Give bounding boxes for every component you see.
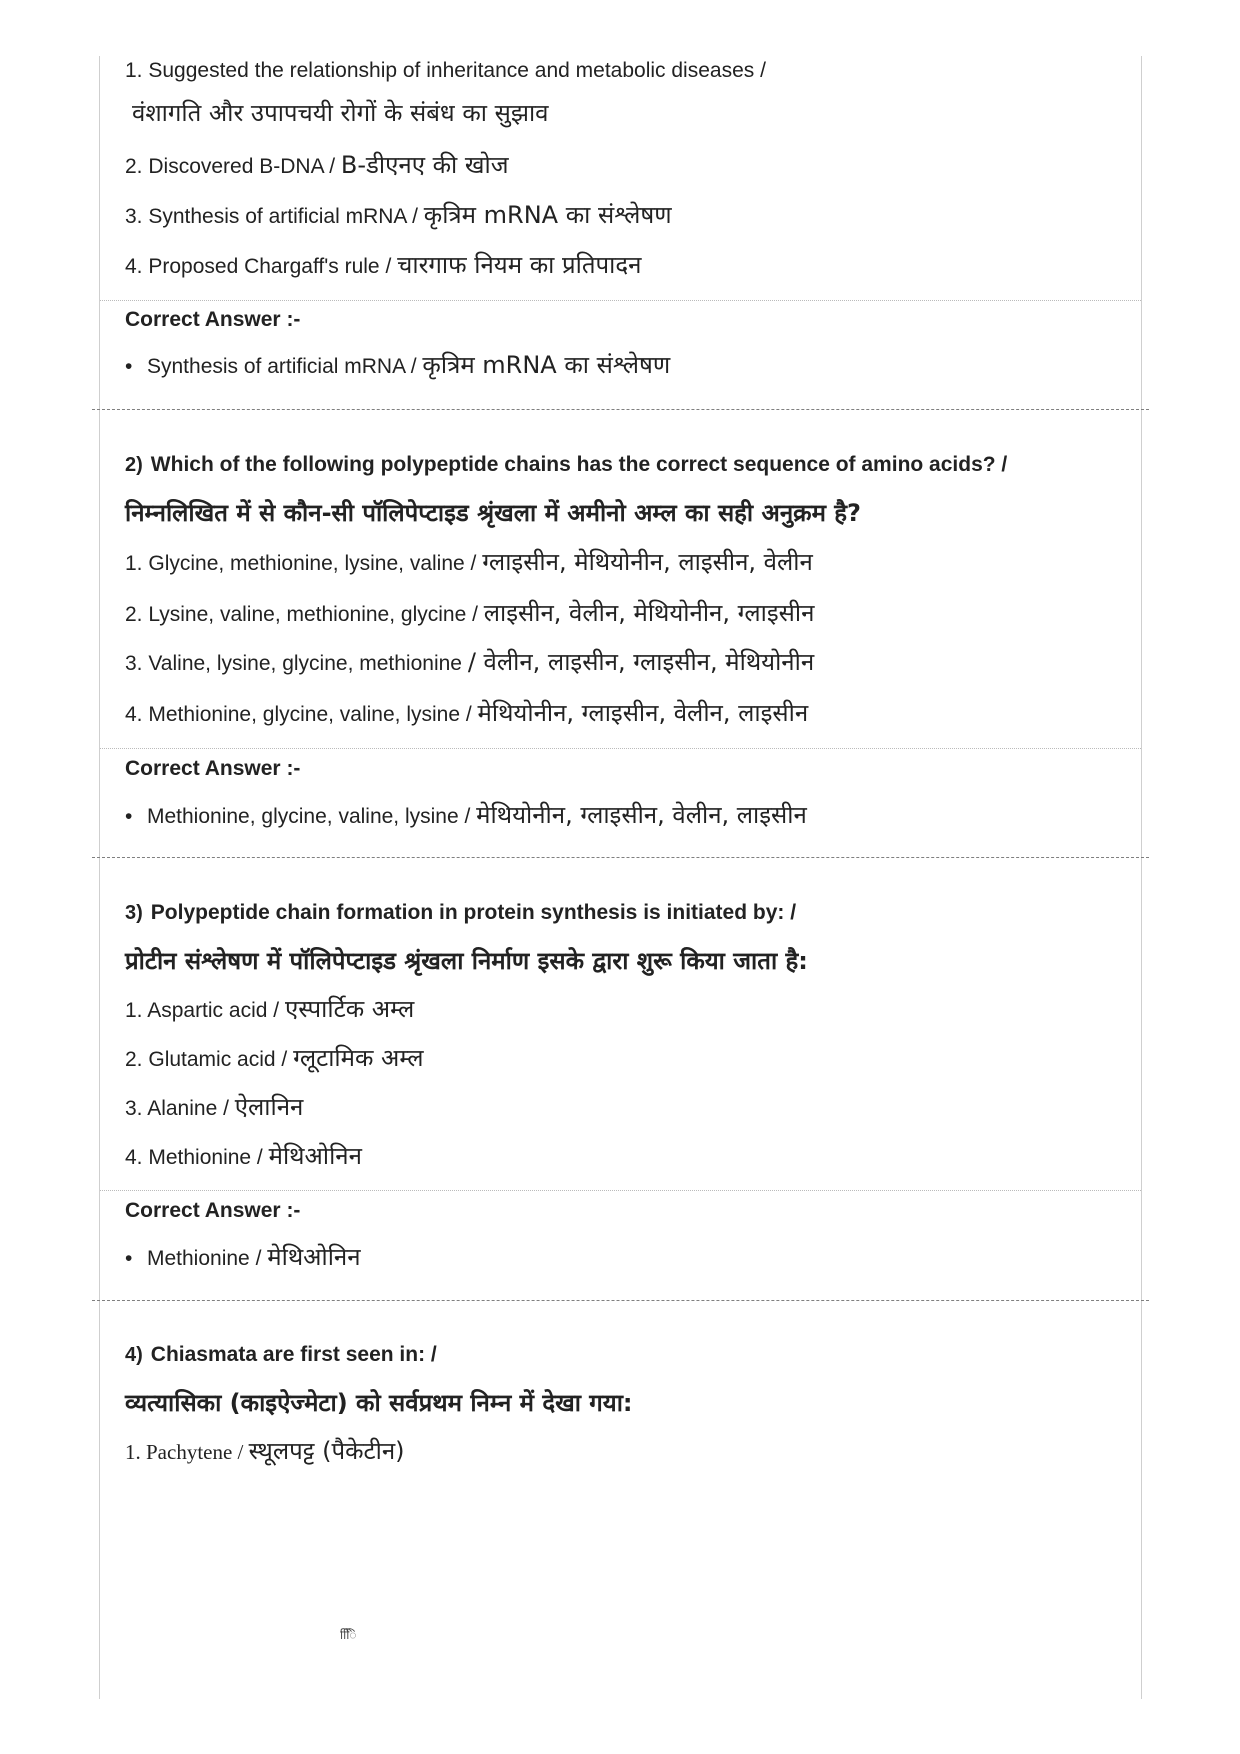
q3-option-3: 3. Alanine / ऐलानिन [125,1093,304,1121]
q2-correct-answer-label: Correct Answer :- [125,757,301,780]
q1-correct-answer-label: Correct Answer :- [125,308,301,331]
q2-option-3: 3. Valine, lysine, glycine, methionine / वेलीन, लाइसीन, ग्लाइसीन, मेथियोनीन [125,648,815,676]
q3-question-hindi: प्रोटीन संश्लेषण में पॉलिपेप्टाइड श्रृंखला निर्माण इसके द्वारा शुरू किया जाता है: [125,947,808,975]
q1-option-3: 3. Synthesis of artificial mRNA / कृत्रिम mRNA का संश्लेषण [125,201,672,229]
q2-option-4: 4. Methionine, glycine, valine, lysine / मेथियोनीन, ग्लाइसीन, वेलीन, लाइसीन [125,699,809,727]
q3-option-2: 2. Glutamic acid / ग्लूटामिक अम्ल [125,1044,424,1072]
q2-question-en: 2) Which of the following polypeptide chains has the correct sequence of amino acids? / [125,453,1008,476]
question-divider [92,409,1149,410]
q2-option-2: 2. Lysine, valine, methionine, glycine / लाइसीन, वेलीन, मेथियोनीन, ग्लाइसीन [125,599,815,627]
q1-option-1-hindi: वंशागति और उपापचयी रोगों के संबंध का सुझाव [132,99,549,127]
q4-option-1: 1. Pachytene / स्थूलपट्ट (पैकेटीन) [125,1437,405,1465]
question-divider [92,1300,1149,1301]
q2-question-hindi: निम्नलिखित में से कौन-सी पॉलिपेप्टाइड श्रृंखला में अमीनो अम्ल का सही अनुक्रम है? [125,499,861,527]
question-divider [92,857,1149,858]
q3-options-divider [100,1190,1141,1191]
q1-option-4: 4. Proposed Chargaff's rule / चारगाफ नियम का प्रतिपादन [125,251,642,279]
q1-option-2: 2. Discovered B-DNA / B-डीएनए की खोज [125,151,509,179]
q1-correct-answer: • Synthesis of artificial mRNA / कृत्रिम mRNA का संश्लेषण [125,351,671,379]
q1-option-1: 1. Suggested the relationship of inheritance and metabolic diseases / [125,59,766,82]
q3-option-1: 1. Aspartic acid / एस्पार्टिक अम्ल [125,995,415,1023]
q4-question-hindi: व्यत्यासिका (काइऐज्मेटा) को सर्वप्रथम निम्न में देखा गया: [125,1389,633,1417]
q2-option-1: 1. Glycine, methionine, lysine, valine / ग्लाइसीन, मेथियोनीन, लाइसीन, वेलीन [125,548,813,576]
q3-correct-answer-label: Correct Answer :- [125,1199,301,1222]
question-paper-page [99,56,1142,1699]
q2-options-divider [100,748,1141,749]
q3-question-en: 3) Polypeptide chain formation in protein synthesis is initiated by: / [125,901,797,924]
q3-option-4: 4. Methionine / मेथिओनिन [125,1142,362,1170]
q3-correct-answer: • Methionine / मेथिओनिन [125,1243,361,1271]
q2-correct-answer: • Methionine, glycine, valine, lysine / मेथियोनीन, ग्लाइसीन, वेलीन, लाइसीन [125,801,807,829]
cut-off-text: ििि [340,1628,360,1642]
q1-options-divider [100,300,1141,301]
q4-question-en: 4) Chiasmata are first seen in: / [125,1343,437,1366]
